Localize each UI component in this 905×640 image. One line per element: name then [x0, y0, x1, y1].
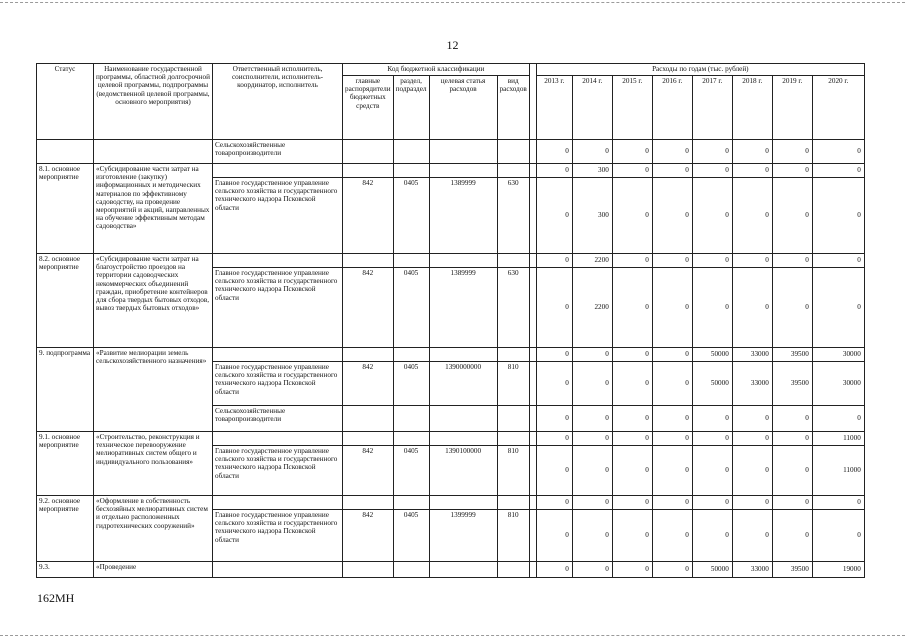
- status-cell: 9.1. основное мероприятие: [37, 432, 94, 496]
- empty-code-cell: [529, 406, 536, 432]
- program-name-cell: «Субсидирование части затрат на изготовление (закупку) информационных и методических материалов по эффективному садоводству, на проведение мероприятий и акций, направленных на обучение эффективным методам садоводства»: [94, 164, 213, 254]
- row1-total-year-value: 0: [612, 164, 652, 178]
- row5-executor-year-value: 0: [772, 510, 812, 562]
- code-manager: 842: [343, 362, 394, 406]
- empty-code-cell: [429, 432, 497, 446]
- program-name-cell: «Субсидирование части затрат на благоустройство проездов на территории садоводческих некоммерческих объединений граждан, приобретение контейнеров для сбора твердых бытовых отходов, вывоз твердых бытовых отходов»: [94, 254, 213, 348]
- code-article: 1390000000: [429, 362, 497, 406]
- empty-code-cell: [497, 432, 529, 446]
- executor-cell: [213, 562, 343, 578]
- row2-total-year-value: 0: [536, 254, 572, 268]
- header-main-manager: главные распорядители бюджетных средств: [343, 76, 394, 140]
- header-target-article: целевая статья расходов: [429, 76, 497, 140]
- row6-year-value: 50000: [692, 562, 732, 578]
- row1-total-year-value: 0: [812, 164, 864, 178]
- row3-total-year-value: 50000: [692, 348, 732, 362]
- header-year-2014: 2014 г.: [572, 76, 612, 140]
- status-cell: 9. подпрограмма: [37, 348, 94, 432]
- header-year-2016: 2016 г.: [652, 76, 692, 140]
- row1-total-year-value: 0: [732, 164, 772, 178]
- code-manager: 842: [343, 510, 394, 562]
- row3-producers-year-value: 0: [536, 406, 572, 432]
- header-year-2013: 2013 г.: [536, 76, 572, 140]
- row2-executor-year-value: 0: [772, 268, 812, 348]
- status-cell: 8.2. основное мероприятие: [37, 254, 94, 348]
- executor-cell: Сельскохозяйственные товаропроизводители: [213, 140, 343, 164]
- row0-year-value: 0: [536, 140, 572, 164]
- row2-total-year-value: 0: [612, 254, 652, 268]
- row1-executor-year-value: 0: [732, 178, 772, 254]
- empty-code-cell: [343, 164, 394, 178]
- row5-total-year-value: 0: [772, 496, 812, 510]
- executor-cell: Главное государственное управление сельского хозяйства и государственного технического надзора Псковской области: [213, 178, 343, 254]
- header-program-name: Наименование государственной программы, областной долгосрочной целевой программы, подпрограммы (ведомственной целевой программы, основного мероприятия): [94, 64, 213, 140]
- empty-code-cell: [529, 254, 536, 268]
- executor-cell: [213, 164, 343, 178]
- row5-executor-year-value: 0: [612, 510, 652, 562]
- row2-executor-year-value: 0: [732, 268, 772, 348]
- row4-total-year-value: 0: [652, 432, 692, 446]
- row5-total-year-value: 0: [812, 496, 864, 510]
- empty-code-cell: [343, 348, 394, 362]
- row4-executor-year-value: 0: [536, 446, 572, 496]
- row5-total-year-value: 0: [572, 496, 612, 510]
- row5-executor-year-value: 0: [692, 510, 732, 562]
- code-manager: 842: [343, 268, 394, 348]
- header-year-2018: 2018 г.: [732, 76, 772, 140]
- page-number: 12: [446, 38, 459, 52]
- row2-executor-year-value: 0: [652, 268, 692, 348]
- code-expense-type: 810: [497, 446, 529, 496]
- header-years-group: Расходы по годам (тыс. рублей): [536, 64, 864, 76]
- table-row: [37, 562, 865, 578]
- gap-cell: [529, 510, 536, 562]
- row0-year-value: 0: [812, 140, 864, 164]
- gap-cell: [529, 446, 536, 496]
- empty-code-cell: [343, 406, 394, 432]
- row5-executor-year-value: 0: [572, 510, 612, 562]
- row3-executor-year-value: 30000: [812, 362, 864, 406]
- footer-document-code: 162МН: [37, 591, 75, 605]
- row2-total-year-value: 0: [732, 254, 772, 268]
- status-cell: 8.1. основное мероприятие: [37, 164, 94, 254]
- scan-bottom-edge: [0, 635, 905, 637]
- empty-code-cell: [393, 432, 429, 446]
- row2-executor-year-value: 0: [536, 268, 572, 348]
- row3-executor-year-value: 0: [612, 362, 652, 406]
- empty-code-cell: [429, 348, 497, 362]
- row1-executor-year-value: 0: [772, 178, 812, 254]
- code-section: 0405: [393, 268, 429, 348]
- code-manager: 842: [343, 178, 394, 254]
- executor-cell: [213, 254, 343, 268]
- code-expense-type: 630: [497, 178, 529, 254]
- row5-total-year-value: 0: [612, 496, 652, 510]
- empty-code-cell: [429, 254, 497, 268]
- header-executor: Ответственный исполнитель, соисполнители, исполнитель-координатор, исполнитель: [213, 64, 343, 140]
- row5-total-year-value: 0: [536, 496, 572, 510]
- row2-total-year-value: 0: [812, 254, 864, 268]
- row3-total-year-value: 0: [652, 348, 692, 362]
- code-section: 0405: [393, 178, 429, 254]
- empty-code-cell: [393, 406, 429, 432]
- empty-code-cell: [343, 562, 394, 578]
- empty-code-cell: [393, 348, 429, 362]
- row5-executor-year-value: 0: [732, 510, 772, 562]
- empty-code-cell: [529, 140, 536, 164]
- row4-executor-year-value: 0: [652, 446, 692, 496]
- gap-cell: [529, 362, 536, 406]
- status-cell: 9.2. основное мероприятие: [37, 496, 94, 562]
- row4-executor-year-value: 0: [732, 446, 772, 496]
- empty-code-cell: [393, 140, 429, 164]
- row4-total-year-value: 11000: [812, 432, 864, 446]
- row4-total-year-value: 0: [732, 432, 772, 446]
- row3-producers-year-value: 0: [732, 406, 772, 432]
- row4-executor-year-value: 0: [772, 446, 812, 496]
- row6-year-value: 0: [536, 562, 572, 578]
- row3-executor-year-value: 39500: [772, 362, 812, 406]
- row5-total-year-value: 0: [732, 496, 772, 510]
- code-article: 1399999: [429, 510, 497, 562]
- row2-executor-year-value: 0: [812, 268, 864, 348]
- row2-total-year-value: 0: [772, 254, 812, 268]
- row0-year-value: 0: [732, 140, 772, 164]
- row5-executor-year-value: 0: [536, 510, 572, 562]
- gap-cell: [529, 178, 536, 254]
- empty-code-cell: [343, 140, 394, 164]
- row3-producers-year-value: 0: [572, 406, 612, 432]
- row1-total-year-value: 300: [572, 164, 612, 178]
- empty-code-cell: [429, 562, 497, 578]
- executor-cell: [213, 348, 343, 362]
- empty-code-cell: [529, 348, 536, 362]
- row1-executor-year-value: 0: [692, 178, 732, 254]
- executor-cell: Сельскохозяйственные товаропроизводители: [213, 406, 343, 432]
- empty-code-cell: [529, 432, 536, 446]
- row2-total-year-value: 0: [652, 254, 692, 268]
- row6-year-value: 39500: [772, 562, 812, 578]
- executor-cell: Главное государственное управление сельского хозяйства и государственного технического надзора Псковской области: [213, 362, 343, 406]
- row3-producers-year-value: 0: [652, 406, 692, 432]
- empty-code-cell: [343, 496, 394, 510]
- row1-total-year-value: 0: [692, 164, 732, 178]
- row3-executor-year-value: 0: [652, 362, 692, 406]
- status-cell: [37, 140, 94, 164]
- row6-year-value: 19000: [812, 562, 864, 578]
- empty-code-cell: [429, 140, 497, 164]
- empty-code-cell: [429, 496, 497, 510]
- row6-year-value: 0: [572, 562, 612, 578]
- row3-total-year-value: 39500: [772, 348, 812, 362]
- empty-code-cell: [497, 348, 529, 362]
- empty-code-cell: [393, 496, 429, 510]
- table-row: [37, 140, 865, 164]
- row4-executor-year-value: 11000: [812, 446, 864, 496]
- code-article: 1390100000: [429, 446, 497, 496]
- code-expense-type: 810: [497, 510, 529, 562]
- status-cell: 9.3.: [37, 562, 94, 578]
- row3-executor-year-value: 33000: [732, 362, 772, 406]
- row3-producers-year-value: 0: [812, 406, 864, 432]
- row1-executor-year-value: 0: [612, 178, 652, 254]
- row4-total-year-value: 0: [612, 432, 652, 446]
- row0-year-value: 0: [612, 140, 652, 164]
- program-name-cell: «Оформление в собственность бесхозяйных мелиоративных систем и отдельно расположенных гидротехнических сооружений»: [94, 496, 213, 562]
- empty-code-cell: [497, 140, 529, 164]
- row5-total-year-value: 0: [652, 496, 692, 510]
- gap-cell: [529, 268, 536, 348]
- empty-code-cell: [429, 406, 497, 432]
- row5-total-year-value: 0: [692, 496, 732, 510]
- header-expense-type: вид расходов: [497, 76, 529, 140]
- executor-cell: [213, 496, 343, 510]
- header-section: раздел, подраздел: [393, 76, 429, 140]
- empty-code-cell: [497, 254, 529, 268]
- empty-code-cell: [529, 562, 536, 578]
- table-row: [37, 496, 865, 510]
- empty-code-cell: [429, 164, 497, 178]
- empty-code-cell: [497, 496, 529, 510]
- row4-total-year-value: 0: [572, 432, 612, 446]
- row6-year-value: 0: [612, 562, 652, 578]
- row3-producers-year-value: 0: [692, 406, 732, 432]
- executor-cell: Главное государственное управление сельского хозяйства и государственного технического надзора Псковской области: [213, 446, 343, 496]
- row3-producers-year-value: 0: [612, 406, 652, 432]
- header-year-2017: 2017 г.: [692, 76, 732, 140]
- name-cell: [94, 140, 213, 164]
- expenditure-table: [36, 63, 865, 578]
- row1-total-year-value: 0: [772, 164, 812, 178]
- header-status: Статус: [37, 64, 94, 140]
- header-budget-code-group: Код бюджетной классификации: [343, 64, 530, 76]
- row3-total-year-value: 0: [572, 348, 612, 362]
- program-name-cell: «Строительство, реконструкция и техническое перевооружение мелиоративных систем общего и индивидуального пользования»: [94, 432, 213, 496]
- row1-executor-year-value: 0: [536, 178, 572, 254]
- code-expense-type: 630: [497, 268, 529, 348]
- code-manager: 842: [343, 446, 394, 496]
- header-year-2020: 2020 г.: [812, 76, 864, 140]
- row4-total-year-value: 0: [772, 432, 812, 446]
- header-gap: [529, 64, 536, 140]
- program-name-cell: «Развитие мелиорации земель сельскохозяйственного назначения»: [94, 348, 213, 432]
- row4-total-year-value: 0: [536, 432, 572, 446]
- row4-total-year-value: 0: [692, 432, 732, 446]
- row3-executor-year-value: 0: [536, 362, 572, 406]
- row2-total-year-value: 0: [692, 254, 732, 268]
- empty-code-cell: [343, 432, 394, 446]
- program-name-cell: «Проведение: [94, 562, 213, 578]
- executor-cell: Главное государственное управление сельского хозяйства и государственного технического надзора Псковской области: [213, 510, 343, 562]
- row4-executor-year-value: 0: [692, 446, 732, 496]
- code-section: 0405: [393, 362, 429, 406]
- empty-code-cell: [393, 562, 429, 578]
- row3-total-year-value: 30000: [812, 348, 864, 362]
- code-section: 0405: [393, 510, 429, 562]
- row5-executor-year-value: 0: [652, 510, 692, 562]
- row0-year-value: 0: [572, 140, 612, 164]
- row3-total-year-value: 0: [536, 348, 572, 362]
- row2-executor-year-value: 2200: [572, 268, 612, 348]
- code-article: 1389999: [429, 178, 497, 254]
- executor-cell: [213, 432, 343, 446]
- header-year-2015: 2015 г.: [612, 76, 652, 140]
- row3-total-year-value: 0: [612, 348, 652, 362]
- row2-total-year-value: 2200: [572, 254, 612, 268]
- code-article: 1389999: [429, 268, 497, 348]
- row6-year-value: 0: [652, 562, 692, 578]
- table-row: [37, 432, 865, 446]
- empty-code-cell: [343, 254, 394, 268]
- executor-cell: Главное государственное управление сельского хозяйства и государственного технического надзора Псковской области: [213, 268, 343, 348]
- empty-code-cell: [497, 562, 529, 578]
- row6-year-value: 33000: [732, 562, 772, 578]
- row3-total-year-value: 33000: [732, 348, 772, 362]
- row4-executor-year-value: 0: [572, 446, 612, 496]
- row5-executor-year-value: 0: [812, 510, 864, 562]
- row1-executor-year-value: 300: [572, 178, 612, 254]
- empty-code-cell: [529, 496, 536, 510]
- header-year-2019: 2019 г.: [772, 76, 812, 140]
- row1-executor-year-value: 0: [812, 178, 864, 254]
- row1-executor-year-value: 0: [652, 178, 692, 254]
- empty-code-cell: [529, 164, 536, 178]
- code-section: 0405: [393, 446, 429, 496]
- empty-code-cell: [497, 406, 529, 432]
- row1-total-year-value: 0: [652, 164, 692, 178]
- scan-top-edge: [0, 2, 905, 4]
- row1-total-year-value: 0: [536, 164, 572, 178]
- row0-year-value: 0: [772, 140, 812, 164]
- row2-executor-year-value: 0: [692, 268, 732, 348]
- table-row: [37, 348, 865, 362]
- row0-year-value: 0: [692, 140, 732, 164]
- empty-code-cell: [393, 254, 429, 268]
- empty-code-cell: [497, 164, 529, 178]
- empty-code-cell: [393, 164, 429, 178]
- code-expense-type: 810: [497, 362, 529, 406]
- row3-producers-year-value: 0: [772, 406, 812, 432]
- row4-executor-year-value: 0: [612, 446, 652, 496]
- row3-executor-year-value: 0: [572, 362, 612, 406]
- row0-year-value: 0: [652, 140, 692, 164]
- table-row: [37, 254, 865, 268]
- row2-executor-year-value: 0: [612, 268, 652, 348]
- table-row: [37, 164, 865, 178]
- row3-executor-year-value: 50000: [692, 362, 732, 406]
